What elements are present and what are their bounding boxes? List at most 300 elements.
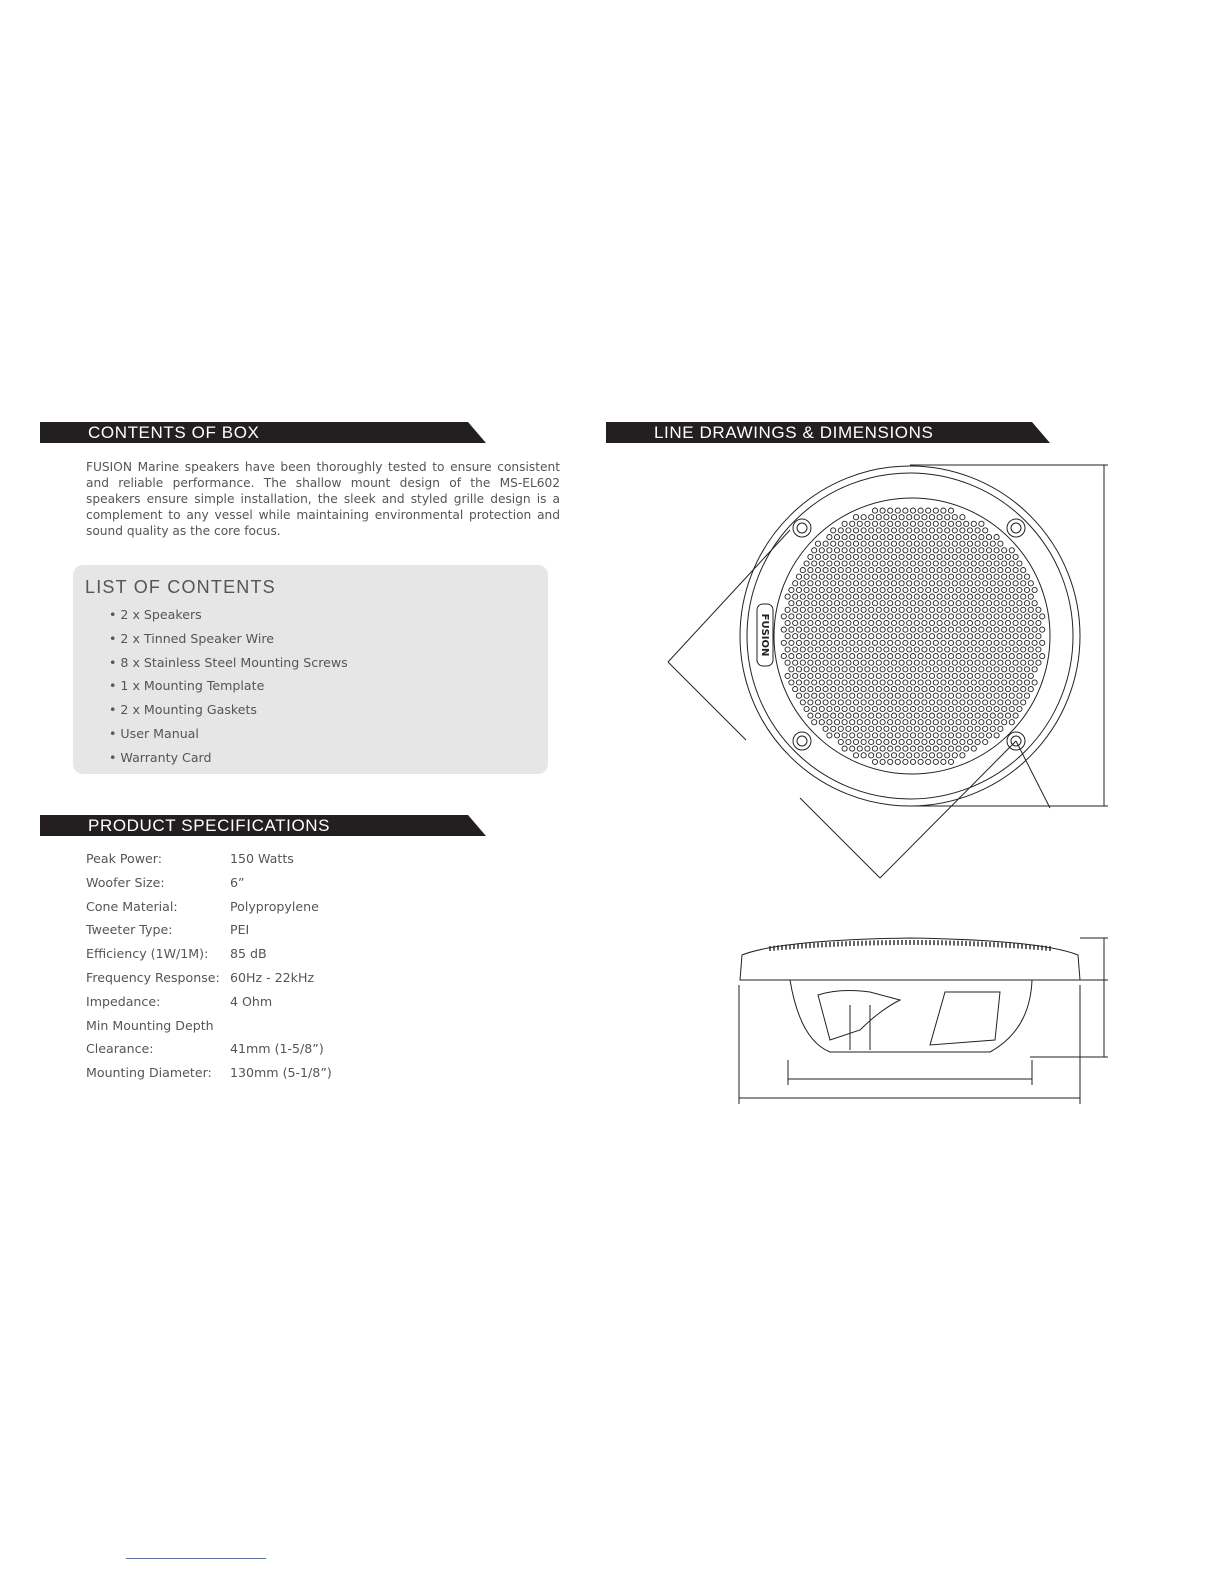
- grille-hole: [907, 647, 912, 652]
- grille-hole: [960, 713, 965, 718]
- grille-hole: [922, 594, 927, 599]
- grille-hole: [967, 554, 972, 559]
- grille-hole: [933, 587, 938, 592]
- grille-hole: [842, 733, 847, 738]
- grille-hole: [872, 574, 877, 579]
- grille-hole: [990, 647, 995, 652]
- grille-hole: [956, 574, 961, 579]
- grille-hole: [952, 581, 957, 586]
- grille-hole: [956, 680, 961, 685]
- grille-hole: [880, 680, 885, 685]
- grille-hole: [926, 759, 931, 764]
- grille-hole: [956, 627, 961, 632]
- grille-hole: [800, 647, 805, 652]
- grille-hole: [815, 594, 820, 599]
- grille-hole: [1013, 713, 1018, 718]
- grille-hole: [986, 640, 991, 645]
- grille-hole: [899, 541, 904, 546]
- grille-hole: [1036, 607, 1041, 612]
- grille-hole: [1005, 660, 1010, 665]
- grille-hole: [865, 654, 870, 659]
- grille-hole: [945, 607, 950, 612]
- grille-hole: [929, 660, 934, 665]
- grille-hole: [937, 726, 942, 731]
- grille-hole: [1024, 654, 1029, 659]
- grille-hole: [812, 706, 817, 711]
- grille-hole: [907, 594, 912, 599]
- grille-hole: [1009, 601, 1014, 606]
- grille-hole: [838, 528, 843, 533]
- grille-hole: [899, 700, 904, 705]
- grille-hole: [907, 700, 912, 705]
- product-specifications-header: [40, 815, 486, 836]
- grille-hole: [983, 620, 988, 625]
- grille-hole: [922, 673, 927, 678]
- grille-hole: [899, 554, 904, 559]
- grille-hole: [1002, 548, 1007, 553]
- grille-hole: [998, 568, 1003, 573]
- grille-hole: [853, 634, 858, 639]
- grille-hole: [922, 687, 927, 692]
- grille-hole: [903, 654, 908, 659]
- grille-hole: [846, 541, 851, 546]
- grille-hole: [861, 607, 866, 612]
- grille-hole: [975, 528, 980, 533]
- spec-value: 130mm (5-1/8”): [230, 1065, 332, 1081]
- grille-hole: [983, 647, 988, 652]
- contents-of-box-title: CONTENTS OF BOX: [88, 423, 260, 442]
- grille-hole: [880, 667, 885, 672]
- grille-hole: [815, 673, 820, 678]
- grille-hole: [903, 733, 908, 738]
- grille-hole: [1017, 614, 1022, 619]
- grille-hole: [994, 548, 999, 553]
- grille-hole: [945, 687, 950, 692]
- grille-hole: [891, 739, 896, 744]
- grille-hole: [884, 581, 889, 586]
- grille-hole: [808, 554, 813, 559]
- grille-hole: [998, 594, 1003, 599]
- grille-hole: [831, 687, 836, 692]
- grille-hole: [960, 515, 965, 520]
- grille-hole: [846, 594, 851, 599]
- grille-hole: [796, 654, 801, 659]
- grille-hole: [1009, 720, 1014, 725]
- grille-hole: [800, 687, 805, 692]
- grille-hole: [869, 673, 874, 678]
- grille-hole: [986, 654, 991, 659]
- grille-hole: [800, 673, 805, 678]
- grille-hole: [888, 548, 893, 553]
- grille-hole: [975, 673, 980, 678]
- grille-hole: [842, 561, 847, 566]
- grille-hole: [793, 581, 798, 586]
- grille-hole: [1024, 693, 1029, 698]
- grille-hole: [895, 561, 900, 566]
- grille-hole: [918, 548, 923, 553]
- grille-hole: [910, 561, 915, 566]
- grille-hole: [857, 693, 862, 698]
- grille-hole: [789, 627, 794, 632]
- grille-hole: [857, 521, 862, 526]
- grille-hole: [926, 561, 931, 566]
- grille-hole: [880, 601, 885, 606]
- grille-hole: [781, 654, 786, 659]
- grille-hole: [956, 667, 961, 672]
- grille-hole: [823, 541, 828, 546]
- grille-hole: [842, 587, 847, 592]
- grille-hole: [907, 687, 912, 692]
- grille-hole: [910, 706, 915, 711]
- grille-hole: [1024, 574, 1029, 579]
- grille-hole: [998, 673, 1003, 678]
- grille-hole: [857, 614, 862, 619]
- grille-hole: [1021, 687, 1026, 692]
- grille-hole: [880, 746, 885, 751]
- grille-hole: [918, 601, 923, 606]
- grille-hole: [869, 568, 874, 573]
- grille-hole: [998, 687, 1003, 692]
- grille-hole: [827, 601, 832, 606]
- grille-hole: [971, 720, 976, 725]
- grille-hole: [941, 680, 946, 685]
- grille-hole: [971, 680, 976, 685]
- grille-hole: [827, 667, 832, 672]
- grille-hole: [842, 640, 847, 645]
- grille-hole: [827, 535, 832, 540]
- grille-hole: [880, 574, 885, 579]
- grille-hole: [842, 601, 847, 606]
- grille-hole: [1009, 654, 1014, 659]
- grille-hole: [929, 726, 934, 731]
- grille-hole: [831, 594, 836, 599]
- grille-hole: [1021, 607, 1026, 612]
- grille-hole: [888, 587, 893, 592]
- grille-hole: [812, 667, 817, 672]
- grille-hole: [952, 607, 957, 612]
- grille-hole: [865, 627, 870, 632]
- grille-hole: [884, 515, 889, 520]
- grille-hole: [876, 647, 881, 652]
- grille-hole: [819, 680, 824, 685]
- grille-hole: [1009, 667, 1014, 672]
- grille-hole: [888, 693, 893, 698]
- grille-hole: [876, 515, 881, 520]
- grille-hole: [865, 614, 870, 619]
- grille-hole: [793, 594, 798, 599]
- grille-hole: [922, 634, 927, 639]
- grille-hole: [986, 548, 991, 553]
- grille-hole: [933, 601, 938, 606]
- grille-hole: [850, 667, 855, 672]
- grille-hole: [834, 654, 839, 659]
- grille-hole: [808, 647, 813, 652]
- grille-hole: [945, 554, 950, 559]
- grille-hole: [831, 673, 836, 678]
- grille-hole: [933, 693, 938, 698]
- grille-hole: [793, 660, 798, 665]
- grille-hole: [994, 706, 999, 711]
- grille-hole: [990, 700, 995, 705]
- grille-hole: [903, 759, 908, 764]
- grille-hole: [891, 634, 896, 639]
- grille-hole: [910, 720, 915, 725]
- grille-hole: [956, 733, 961, 738]
- grille-hole: [926, 720, 931, 725]
- grille-hole: [975, 634, 980, 639]
- grille-hole: [937, 541, 942, 546]
- grille-hole: [842, 680, 847, 685]
- grille-hole: [914, 713, 919, 718]
- grille-hole: [926, 574, 931, 579]
- grille-hole: [994, 720, 999, 725]
- grille-hole: [1005, 607, 1010, 612]
- grille-hole: [850, 627, 855, 632]
- grille-hole: [948, 601, 953, 606]
- grille-hole: [895, 720, 900, 725]
- grille-hole: [1040, 614, 1045, 619]
- grille-hole: [1032, 587, 1037, 592]
- grille-hole: [796, 627, 801, 632]
- grille-hole: [986, 627, 991, 632]
- grille-hole: [929, 528, 934, 533]
- grille-hole: [823, 687, 828, 692]
- grille-hole: [793, 607, 798, 612]
- grille-hole: [903, 706, 908, 711]
- grille-hole: [903, 667, 908, 672]
- grille-hole: [1017, 667, 1022, 672]
- grille-hole: [895, 667, 900, 672]
- grille-hole: [872, 693, 877, 698]
- intro-paragraph: FUSION Marine speakers have been thoroughly tested to ensure consistent and reliable performance. The shallow mount design of the MS-EL602 speakers ensure simple installation, the sleek and styled grille design is a complement to any vessel while maintaining environmental protection and sound quality as the core focus.: [86, 460, 560, 538]
- grille-hole: [857, 548, 862, 553]
- grille-hole: [846, 739, 851, 744]
- grille-hole: [948, 508, 953, 513]
- grille-hole: [891, 753, 896, 758]
- grille-hole: [922, 515, 927, 520]
- grille-hole: [998, 660, 1003, 665]
- grille-hole: [975, 568, 980, 573]
- grille-hole: [910, 640, 915, 645]
- grille-hole: [789, 654, 794, 659]
- grille-hole: [808, 713, 813, 718]
- grille-hole: [986, 561, 991, 566]
- list-item: • Warranty Card: [109, 749, 212, 765]
- grille-hole: [948, 548, 953, 553]
- grille-hole: [941, 601, 946, 606]
- grille-hole: [842, 627, 847, 632]
- grille-hole: [808, 607, 813, 612]
- grille-hole: [964, 521, 969, 526]
- grille-hole: [979, 614, 984, 619]
- grille-hole: [846, 620, 851, 625]
- grille-hole: [964, 693, 969, 698]
- grille-hole: [907, 673, 912, 678]
- grille-hole: [804, 614, 809, 619]
- grille-hole: [937, 700, 942, 705]
- grille-hole: [861, 713, 866, 718]
- grille-hole: [880, 508, 885, 513]
- grille-hole: [812, 587, 817, 592]
- grille-hole: [823, 673, 828, 678]
- grille-hole: [895, 733, 900, 738]
- grille-hole: [929, 687, 934, 692]
- grille-hole: [952, 726, 957, 731]
- grille-hole: [964, 601, 969, 606]
- grille-hole: [967, 634, 972, 639]
- grille-hole: [834, 680, 839, 685]
- grille-hole: [1005, 554, 1010, 559]
- grille-hole: [872, 654, 877, 659]
- grille-hole: [853, 515, 858, 520]
- grille-hole: [914, 660, 919, 665]
- grille-hole: [838, 739, 843, 744]
- grille-hole: [910, 521, 915, 526]
- grille-hole: [831, 554, 836, 559]
- grille-hole: [990, 713, 995, 718]
- grille-hole: [933, 561, 938, 566]
- grille-hole: [895, 627, 900, 632]
- grille-hole: [808, 568, 813, 573]
- grille-hole: [831, 634, 836, 639]
- grille-hole: [861, 581, 866, 586]
- grille-hole: [827, 706, 832, 711]
- grille-hole: [964, 654, 969, 659]
- grille-hole: [1009, 587, 1014, 592]
- grille-hole: [815, 634, 820, 639]
- grille-hole: [834, 548, 839, 553]
- grille-hole: [869, 634, 874, 639]
- grille-hole: [899, 594, 904, 599]
- grille-hole: [808, 620, 813, 625]
- grille-hole: [880, 693, 885, 698]
- grille-hole: [1024, 680, 1029, 685]
- grille-hole: [945, 739, 950, 744]
- grille-hole: [994, 693, 999, 698]
- grille-hole: [808, 634, 813, 639]
- grille-hole: [945, 620, 950, 625]
- grille-hole: [819, 693, 824, 698]
- grille-hole: [929, 515, 934, 520]
- grille-hole: [1017, 693, 1022, 698]
- grille-hole: [926, 640, 931, 645]
- grille-hole: [884, 607, 889, 612]
- grille-hole: [1013, 554, 1018, 559]
- grille-hole: [876, 753, 881, 758]
- grille-hole: [979, 601, 984, 606]
- grille-hole: [1036, 634, 1041, 639]
- grille-hole: [941, 561, 946, 566]
- grille-hole: [1009, 680, 1014, 685]
- grille-hole: [937, 620, 942, 625]
- grille-hole: [952, 515, 957, 520]
- grille-hole: [903, 574, 908, 579]
- grille-hole: [979, 654, 984, 659]
- speaker-line-drawing: [600, 450, 1120, 1150]
- grille-hole: [876, 607, 881, 612]
- grille-hole: [964, 667, 969, 672]
- grille-hole: [861, 634, 866, 639]
- grille-hole: [812, 693, 817, 698]
- grille-hole: [876, 634, 881, 639]
- grille-hole: [846, 726, 851, 731]
- grille-hole: [850, 746, 855, 751]
- grille-hole: [869, 594, 874, 599]
- grille-hole: [861, 687, 866, 692]
- grille-hole: [781, 627, 786, 632]
- grille-hole: [865, 667, 870, 672]
- grille-hole: [869, 528, 874, 533]
- grille-hole: [1017, 587, 1022, 592]
- grille-hole: [960, 700, 965, 705]
- grille-hole: [956, 601, 961, 606]
- grille-hole: [948, 706, 953, 711]
- grille-hole: [808, 673, 813, 678]
- grille-hole: [850, 733, 855, 738]
- grille-hole: [812, 680, 817, 685]
- grille-hole: [812, 614, 817, 619]
- grille-hole: [872, 627, 877, 632]
- grille-hole: [876, 568, 881, 573]
- grille-hole: [983, 581, 988, 586]
- grille-hole: [1017, 680, 1022, 685]
- grille-hole: [880, 521, 885, 526]
- grille-hole: [872, 667, 877, 672]
- grille-hole: [846, 660, 851, 665]
- grille-hole: [819, 654, 824, 659]
- grille-hole: [971, 561, 976, 566]
- grille-hole: [846, 673, 851, 678]
- spec-value: 4 Ohm: [230, 993, 273, 1009]
- grille-hole: [869, 515, 874, 520]
- grille-hole: [850, 680, 855, 685]
- grille-hole: [853, 739, 858, 744]
- grille-hole: [861, 739, 866, 744]
- grille-hole: [941, 548, 946, 553]
- grille-hole: [956, 654, 961, 659]
- grille-hole: [891, 620, 896, 625]
- grille-hole: [903, 693, 908, 698]
- grille-hole: [983, 713, 988, 718]
- grille-hole: [1024, 614, 1029, 619]
- grille-hole: [888, 640, 893, 645]
- grille-hole: [876, 660, 881, 665]
- contents-of-box-header: [40, 422, 486, 443]
- grille-hole: [910, 614, 915, 619]
- grille-hole: [857, 640, 862, 645]
- grille-hole: [990, 568, 995, 573]
- grille-hole: [1021, 568, 1026, 573]
- grille-hole: [918, 759, 923, 764]
- grille-hole: [895, 680, 900, 685]
- grille-hole: [967, 568, 972, 573]
- grille-hole: [907, 713, 912, 718]
- grille-hole: [891, 568, 896, 573]
- grille-hole: [1028, 647, 1033, 652]
- grille-hole: [956, 746, 961, 751]
- grille-hole: [975, 700, 980, 705]
- grille-hole: [1032, 627, 1037, 632]
- grille-hole: [1032, 680, 1037, 685]
- grille-hole: [853, 568, 858, 573]
- grille-hole: [804, 640, 809, 645]
- grille-hole: [903, 720, 908, 725]
- grille-hole: [819, 640, 824, 645]
- grille-hole: [922, 554, 927, 559]
- grille-hole: [884, 554, 889, 559]
- grille-hole: [926, 746, 931, 751]
- grille-hole: [891, 581, 896, 586]
